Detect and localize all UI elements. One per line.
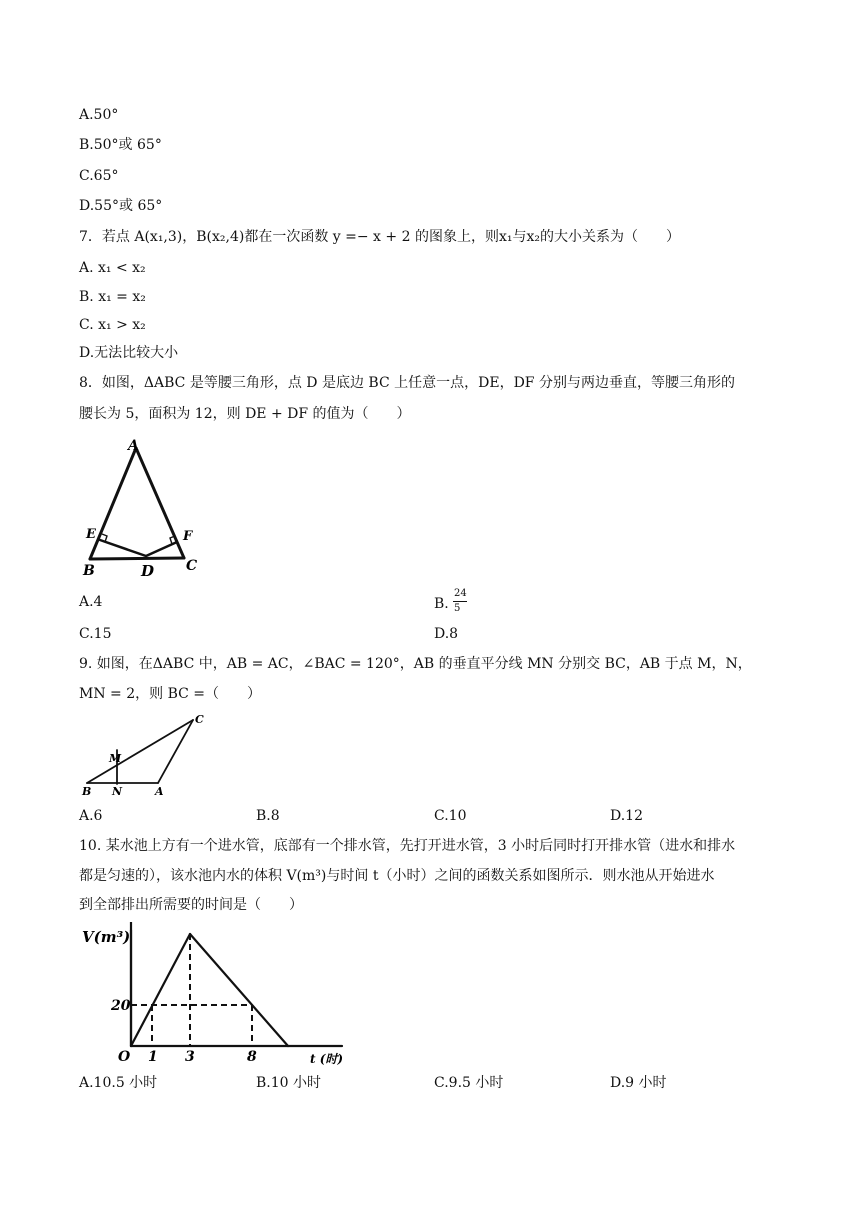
q8-option-a: A.4 xyxy=(79,594,103,610)
q10-x-tick-1: 1 xyxy=(148,1049,158,1065)
q9-option-b: B.8 xyxy=(256,808,280,824)
q10-x-tick-3: 3 xyxy=(185,1049,195,1065)
q8-option-c: C.15 xyxy=(79,626,112,642)
q6-option-c: C.65° xyxy=(79,168,119,184)
q10-y-axis-label: V(m³) xyxy=(82,928,131,946)
q8-stem-line2: 腰长为 5，面积为 12，则 DE + DF 的值为（ ） xyxy=(79,406,411,422)
q9-option-d: D.12 xyxy=(610,808,643,824)
q10-stem-line3: 到全部排出所需要的时间是（ ） xyxy=(79,897,303,913)
q8-option-b-denominator: 5 xyxy=(454,603,461,614)
q9-stem-line1: 9. 如图，在ΔABC 中，AB = AC，∠BAC = 120°，AB 的垂直平分线 MN 分别交 BC，AB 于点 M，N， xyxy=(79,656,752,672)
q10-origin-label: O xyxy=(118,1049,131,1065)
q8-label-e: E xyxy=(86,527,96,542)
fraction-bar xyxy=(453,601,467,602)
q7-option-d: D.无法比较大小 xyxy=(79,345,179,361)
q10-x-axis-label: t (时) xyxy=(310,1052,344,1066)
q10-volume-time-graph xyxy=(78,922,368,1070)
q10-option-c: C.9.5 小时 xyxy=(434,1075,504,1091)
q8-label-f: F xyxy=(183,529,193,544)
q10-option-a: A.10.5 小时 xyxy=(79,1075,158,1091)
q8-option-b-prefix: B. xyxy=(434,596,449,612)
q8-option-d: D.8 xyxy=(434,626,459,642)
q8-triangle-figure xyxy=(80,436,205,581)
q8-label-c: C xyxy=(186,558,198,574)
q10-stem-line1: 10. 某水池上方有一个进水管，底部有一个排水管，先打开进水管，3 小时后同时打开排水管（进水和排水 xyxy=(79,838,736,854)
q10-option-d: D.9 小时 xyxy=(610,1075,667,1091)
q8-label-b: B xyxy=(83,563,95,579)
q9-stem-line2: MN = 2，则 BC =（ ） xyxy=(79,686,262,702)
q7-option-c: C. x₁ > x₂ xyxy=(79,317,146,333)
q10-stem-line2: 都是匀速的），该水池内水的体积 V(m³)与时间 t（小时）之间的函数关系如图所示．则水池从开始进水 xyxy=(79,868,715,884)
q8-stem-line1: 8．如图，ΔABC 是等腰三角形，点 D 是底边 BC 上任意一点，DE，DF 分别与两边垂直，等腰三角形的 xyxy=(79,375,735,391)
q9-option-c: C.10 xyxy=(434,808,467,824)
q9-label-n: N xyxy=(112,785,123,798)
q8-label-a: A xyxy=(128,438,139,454)
q6-option-a: A.50° xyxy=(79,107,119,123)
q7-option-a: A. x₁ < x₂ xyxy=(79,260,146,276)
q10-x-tick-8: 8 xyxy=(247,1049,257,1065)
q7-stem: 7．若点 A(x₁,3)，B(x₂,4)都在一次函数 y =− x + 2 的图象上，则x₁与x₂的大小关系为（ ） xyxy=(79,229,680,245)
q8-label-d: D xyxy=(141,562,155,580)
q9-label-m: M xyxy=(109,752,122,765)
q9-option-a: A.6 xyxy=(79,808,103,824)
q9-label-b: B xyxy=(82,785,92,798)
q9-label-c: C xyxy=(195,713,204,726)
q10-option-b: B.10 小时 xyxy=(256,1075,322,1091)
q7-option-b: B. x₁ = x₂ xyxy=(79,289,146,305)
q10-y-tick-20: 20 xyxy=(111,998,131,1014)
q6-option-b: B.50°或 65° xyxy=(79,137,162,153)
q6-option-d: D.55°或 65° xyxy=(79,198,163,214)
q9-triangle-figure xyxy=(80,710,210,800)
q9-label-a: A xyxy=(155,785,164,798)
q8-option-b-numerator: 24 xyxy=(454,588,467,599)
